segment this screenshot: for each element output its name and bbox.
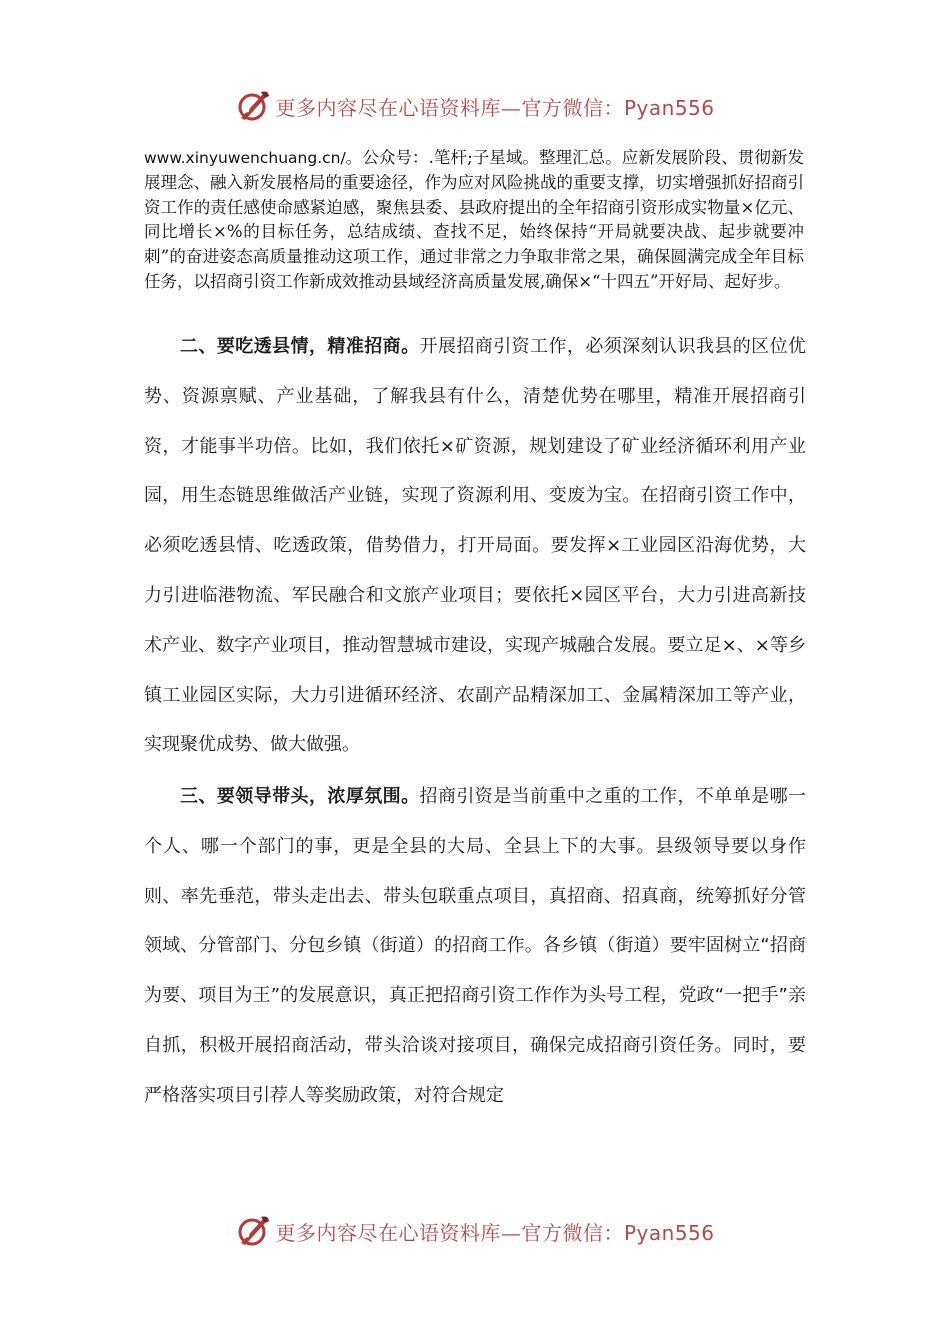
section-three-body: 招商引资是当前重中之重的工作，不单单是哪一个人、哪一个部门的事，更是全县的大局、全县上下的大事。县级领导要以身作则、率先垂范，带头走出去、带头包联重点项目，真招商、招真商，统筹抓好分管领域、分管部门、分包乡镇（街道）的招商工作。各乡镇（街道）要牢固树立“招商为要、项目为王”的发展意识，真正把招商引资工作作为头号工程，党政“一把手”亲自抓，积极开展招商活动，带头洽谈对接项目，确保完成招商引资任务。同时，要严格落实项目引荐人等奖励政策，对符合规定	[144, 786, 806, 1106]
section-two-body: 开展招商引资工作，必须深刻认识我县的区位优势、资源禀赋、产业基础，了解我县有什么，清楚优势在哪里，精准开展招商引资，才能事半功倍。比如，我们依托×矿资源，规划建设了矿业经济循环利用产业园，用生态链思维做活产业链，实现了资源利用、变废为宝。在招商引资工作中，必须吃透县情、吃透政策，借势借力，打开局面。要发挥×工业园区沿海优势，大力引进临港物流、军民融合和文旅产业项目；要依托×园区平台，大力引进高新技术产业、数字产业项目，推动智慧城市建设，实现产城融合发展。要立足×、×等乡镇工业园区实际，大力引进循环经济、农副产品精深加工、金属精深加工等产业，实现聚优成势、做大做强。	[144, 336, 806, 756]
banner-text: 更多内容尽在心语资料库—官方微信：Pyan556	[275, 95, 715, 120]
brush-logo-icon	[235, 88, 271, 124]
section-three-paragraph	[144, 772, 806, 1121]
section-two-paragraph	[144, 322, 806, 770]
section-two-heading: 二、要吃透县情，精准招商。	[180, 336, 420, 357]
footer-banner	[0, 1211, 950, 1251]
section-three-heading: 三、要领导带头，浓厚氛围。	[180, 786, 420, 807]
intro-paragraph	[144, 146, 804, 295]
banner-text: 更多内容尽在心语资料库—官方微信：Pyan556	[275, 1220, 715, 1245]
intro-body: 。公众号：.笔杆;子星域。整理汇总。应新发展阶段、贯彻新发展理念、融入新发展格局的重要途径，作为应对风险挑战的重要支撑，切实增强抓好招商引资工作的责任感使命感紧迫感，聚焦县委、县政府提出的全年招商引资形成实物量×亿元、同比增长×%的目标任务，总结成绩、查找不足，始终保持“开局就要决战、起步就要冲刺”的奋进姿态高质量推动这项工作，通过非常之力争取非常之果，确保圆满完成全年目标任务，以招商引资工作新成效推动县域经济高质量发展,确保×“十四五”开好局、起好步。	[144, 148, 804, 291]
header-banner	[0, 86, 950, 126]
site-url: www.xinyuwenchuang.cn/	[144, 149, 346, 167]
brush-logo-icon	[235, 1213, 271, 1249]
